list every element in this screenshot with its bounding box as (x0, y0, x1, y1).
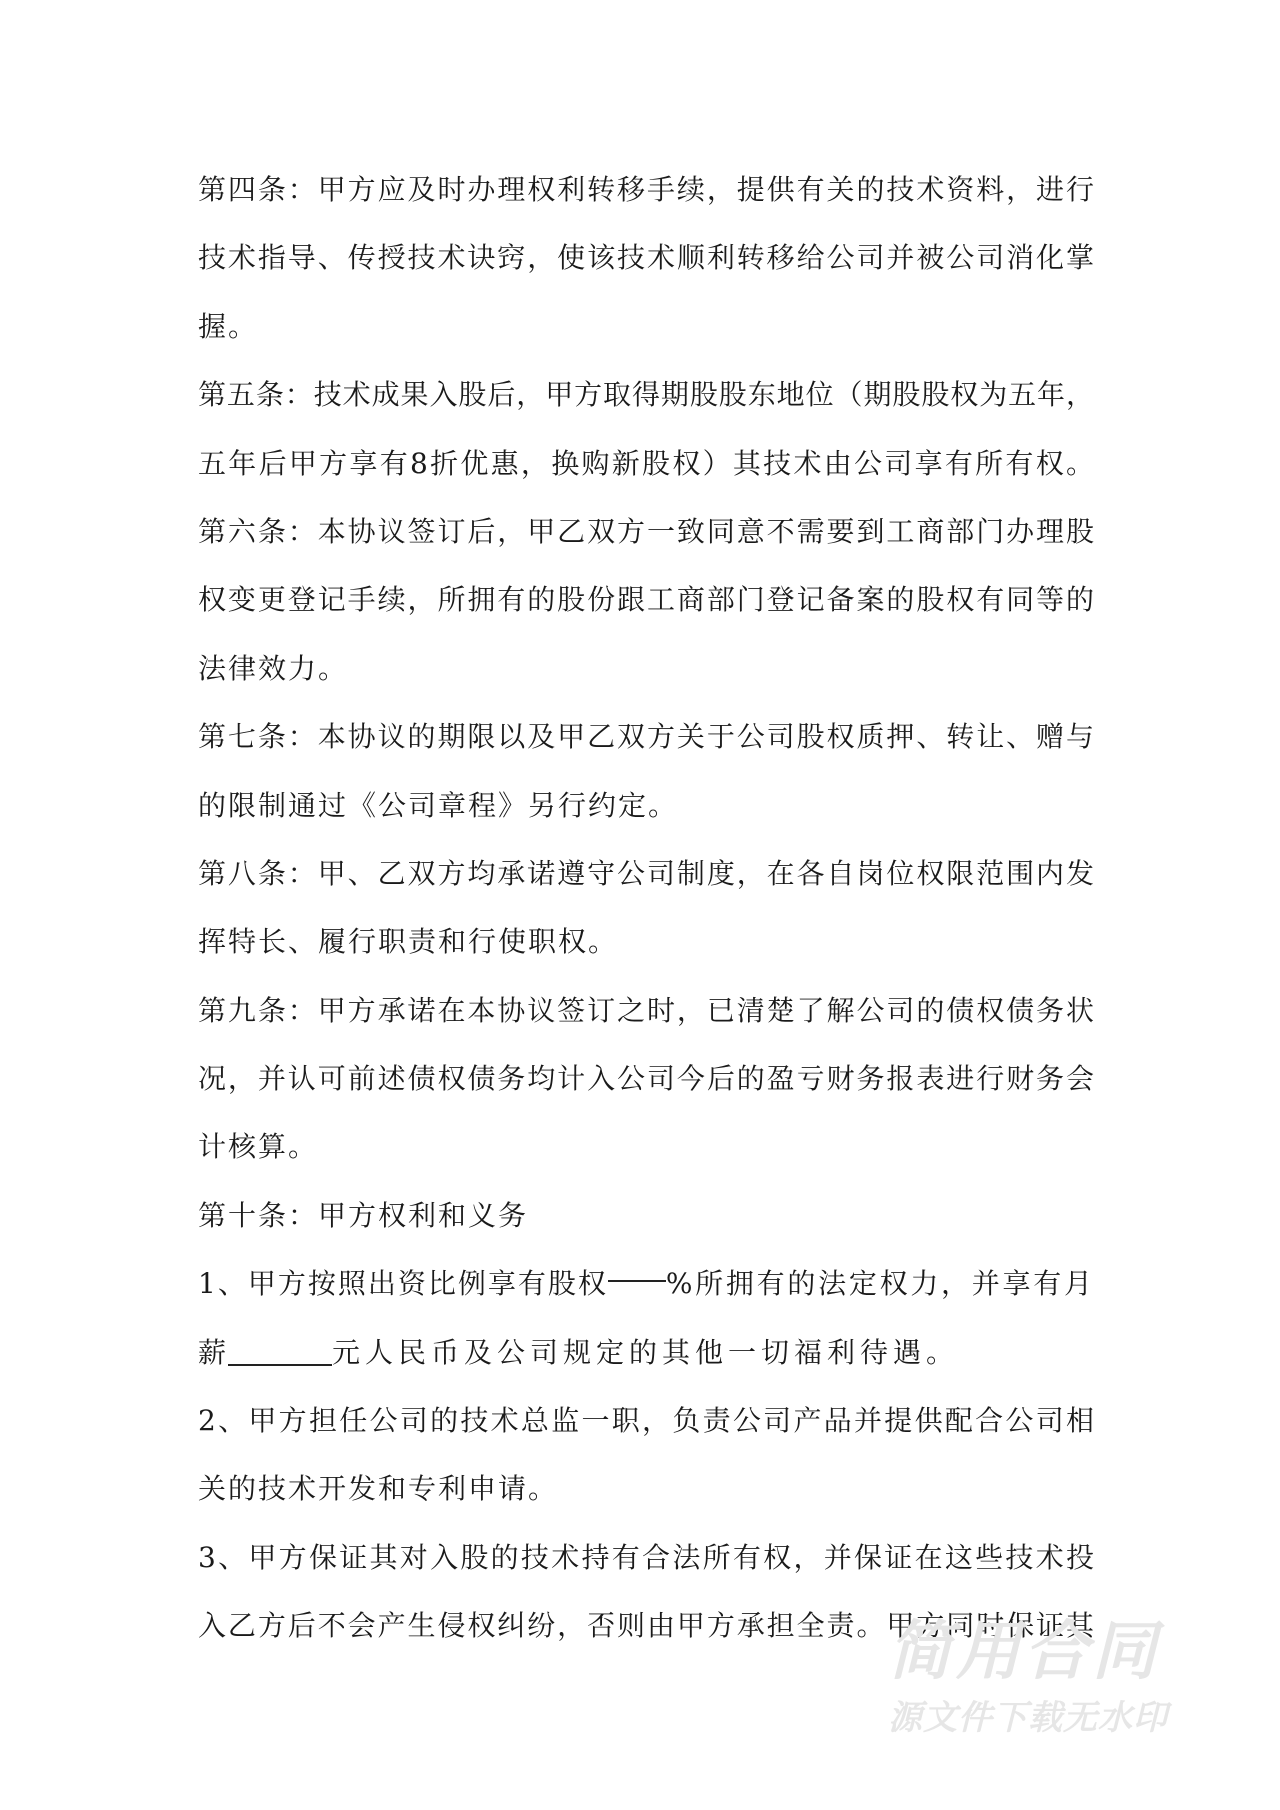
share-percent-blank (608, 1250, 666, 1282)
text-line: 计核算。 (198, 1130, 319, 1164)
text-line: 挥特长、履行职责和行使职权。 (198, 925, 619, 959)
text-line: 第九条：甲方承诺在本协议签订之时，已清楚了解公司的债权债务状 (198, 993, 1094, 1027)
text-line: 五年后甲方享有8折优惠，换购新股权）其技术由公司享有所有权。 (198, 446, 1094, 480)
text-segment: 薪 (198, 1335, 229, 1369)
text-segment: 元人民币及公司规定的其他一切福利待遇。 (332, 1335, 960, 1369)
text-line: 关的技术开发和专利申请。 (198, 1472, 559, 1506)
text-line (198, 1319, 1094, 1387)
text-segment: 1、甲方按照出资比例享有股权 (198, 1267, 608, 1301)
watermark-subtitle: 源文件下载无水印 (888, 1698, 1168, 1738)
text-line: 权变更登记手续，所拥有的股份跟工商部门登记备案的股权有同等的 (198, 583, 1094, 617)
text-line: 法律效力。 (198, 651, 349, 685)
text-line: 握。 (198, 309, 259, 343)
text-line (198, 1250, 1094, 1318)
text-line: 第八条：甲、乙双方均承诺遵守公司制度，在各自岗位权限范围内发 (198, 856, 1094, 890)
text-line: 第七条：本协议的期限以及甲乙双方关于公司股权质押、转让、赠与 (198, 720, 1094, 754)
text-line: 第五条：技术成果入股后，甲方取得期股股东地位（期股股权为五年， (198, 378, 1094, 412)
section-heading: 第十条：甲方权利和义务 (198, 1198, 529, 1232)
salary-blank (228, 1334, 332, 1366)
text-line: 入乙方后不会产生侵权纠纷，否则由甲方承担全责。甲方同时保证其 (198, 1609, 1094, 1643)
text-segment: %所拥有的法定权力，并享有月 (665, 1267, 1094, 1301)
text-line: 3、甲方保证其对入股的技术持有合法所有权，并保证在这些技术投 (198, 1540, 1094, 1574)
text-line: 技术指导、传授技术诀窍，使该技术顺利转移给公司并被公司消化掌 (198, 241, 1094, 275)
text-line: 第六条：本协议签订后，甲乙双方一致同意不需要到工商部门办理股 (198, 514, 1094, 548)
text-line: 的限制通过《公司章程》另行约定。 (198, 788, 679, 822)
text-line: 第四条：甲方应及时办理权利转移手续，提供有关的技术资料，进行 (198, 173, 1094, 206)
document-page (198, 156, 1094, 1661)
watermark-logo: 简用合同 (888, 1615, 1160, 1689)
text-line: 2、甲方担任公司的技术总监一职，负责公司产品并提供配合公司相 (198, 1404, 1094, 1438)
text-line: 况，并认可前述债权债务均计入公司今后的盈亏财务报表进行财务会 (198, 1062, 1094, 1096)
